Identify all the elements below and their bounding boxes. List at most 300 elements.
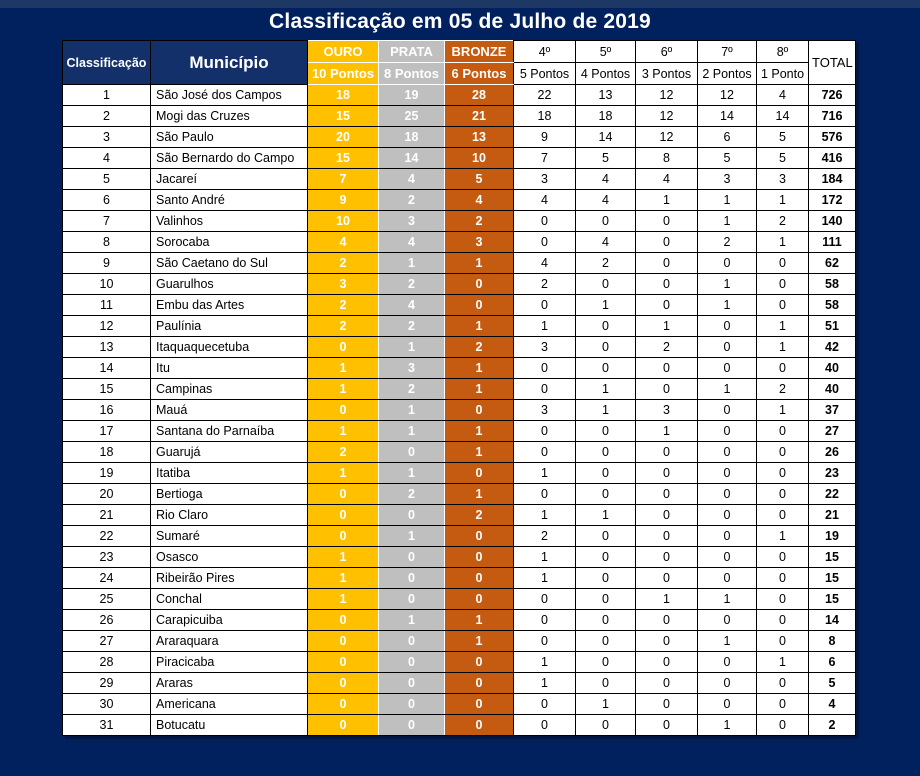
place-5-cell: 0 [576,358,636,379]
place-5-cell: 0 [576,337,636,358]
total-cell: 14 [809,610,856,631]
bronze-medal-cell: 0 [445,673,514,694]
rank-cell: 10 [63,274,151,295]
rank-cell: 18 [63,442,151,463]
rank-cell: 12 [63,316,151,337]
table-row [63,85,856,106]
place-7-cell: 3 [698,169,757,190]
place-7-cell: 0 [698,337,757,358]
place-5-cell: 5 [576,148,636,169]
rank-cell: 26 [63,610,151,631]
place-8-cell: 0 [757,463,809,484]
municipality-cell: Osasco [151,547,308,568]
place-4-cell: 4 [514,253,576,274]
total-cell: 58 [809,295,856,316]
bronze-medal-cell: 1 [445,379,514,400]
place-6-cell: 12 [636,127,698,148]
place-8-cell: 0 [757,610,809,631]
place-6-cell: 12 [636,85,698,106]
municipality-cell: Mogi das Cruzes [151,106,308,127]
bronze-medal-cell: 10 [445,148,514,169]
place-6-cell: 0 [636,211,698,232]
table-row [63,190,856,211]
place-8-cell: 5 [757,148,809,169]
place-7-cell: 0 [698,484,757,505]
total-cell: 172 [809,190,856,211]
column-header-bronze: BRONZE [445,41,514,63]
points-header-place-8: 1 Ponto [757,63,809,85]
place-4-cell: 1 [514,547,576,568]
place-8-cell: 14 [757,106,809,127]
place-5-cell: 0 [576,673,636,694]
rank-cell: 30 [63,694,151,715]
silver-medal-cell: 0 [379,631,445,652]
place-5-cell: 18 [576,106,636,127]
place-8-cell: 0 [757,484,809,505]
rank-cell: 1 [63,85,151,106]
place-5-cell: 0 [576,421,636,442]
place-7-cell: 0 [698,694,757,715]
total-cell: 40 [809,379,856,400]
total-cell: 40 [809,358,856,379]
bronze-medal-cell: 2 [445,337,514,358]
place-5-cell: 0 [576,442,636,463]
place-5-cell: 14 [576,127,636,148]
rank-cell: 14 [63,358,151,379]
bronze-medal-cell: 0 [445,400,514,421]
place-5-cell: 0 [576,211,636,232]
place-6-cell: 0 [636,232,698,253]
silver-medal-cell: 1 [379,526,445,547]
rank-cell: 24 [63,568,151,589]
gold-medal-cell: 2 [308,442,379,463]
place-4-cell: 1 [514,463,576,484]
table-row [63,463,856,484]
bronze-medal-cell: 4 [445,190,514,211]
silver-medal-cell: 2 [379,484,445,505]
place-8-cell: 0 [757,274,809,295]
header-row-1 [63,41,856,63]
table-row [63,295,856,316]
table-row [63,253,856,274]
place-7-cell: 0 [698,442,757,463]
place-6-cell: 0 [636,358,698,379]
municipality-cell: São Paulo [151,127,308,148]
table-row [63,127,856,148]
bronze-medal-cell: 0 [445,715,514,736]
rank-cell: 27 [63,631,151,652]
bronze-medal-cell: 0 [445,652,514,673]
place-7-cell: 14 [698,106,757,127]
place-5-cell: 13 [576,85,636,106]
place-6-cell: 0 [636,484,698,505]
table-row [63,316,856,337]
gold-medal-cell: 15 [308,106,379,127]
silver-medal-cell: 0 [379,652,445,673]
total-cell: 19 [809,526,856,547]
place-8-cell: 1 [757,316,809,337]
gold-medal-cell: 2 [308,295,379,316]
silver-medal-cell: 1 [379,463,445,484]
place-5-cell: 0 [576,589,636,610]
place-4-cell: 0 [514,631,576,652]
place-7-cell: 1 [698,211,757,232]
bronze-medal-cell: 13 [445,127,514,148]
place-7-cell: 5 [698,148,757,169]
place-6-cell: 12 [636,106,698,127]
place-4-cell: 22 [514,85,576,106]
place-4-cell: 3 [514,400,576,421]
place-4-cell: 2 [514,274,576,295]
place-6-cell: 0 [636,379,698,400]
place-4-cell: 9 [514,127,576,148]
table-row [63,211,856,232]
place-8-cell: 2 [757,379,809,400]
place-8-cell: 4 [757,85,809,106]
rank-cell: 13 [63,337,151,358]
bronze-medal-cell: 28 [445,85,514,106]
place-4-cell: 0 [514,589,576,610]
place-4-cell: 0 [514,211,576,232]
bronze-medal-cell: 0 [445,274,514,295]
place-6-cell: 0 [636,694,698,715]
bronze-medal-cell: 1 [445,442,514,463]
silver-medal-cell: 2 [379,274,445,295]
total-cell: 576 [809,127,856,148]
silver-medal-cell: 2 [379,316,445,337]
points-header-place-5: 4 Pontos [576,63,636,85]
bronze-medal-cell: 1 [445,484,514,505]
municipality-cell: Conchal [151,589,308,610]
table-row [63,337,856,358]
silver-medal-cell: 3 [379,358,445,379]
points-header-place-4: 5 Pontos [514,63,576,85]
table-row [63,421,856,442]
place-7-cell: 1 [698,715,757,736]
bronze-medal-cell: 5 [445,169,514,190]
place-4-cell: 1 [514,505,576,526]
total-cell: 140 [809,211,856,232]
total-cell: 26 [809,442,856,463]
gold-medal-cell: 15 [308,148,379,169]
municipality-cell: São José dos Campos [151,85,308,106]
column-header-place-6: 6º [636,41,698,63]
column-header-place-5: 5º [576,41,636,63]
column-header-place-8: 8º [757,41,809,63]
gold-medal-cell: 1 [308,589,379,610]
place-8-cell: 1 [757,400,809,421]
place-6-cell: 1 [636,190,698,211]
gold-medal-cell: 1 [308,463,379,484]
place-6-cell: 0 [636,610,698,631]
municipality-cell: Araras [151,673,308,694]
column-header-rank: Classificação [63,41,151,85]
municipality-cell: Botucatu [151,715,308,736]
place-4-cell: 2 [514,526,576,547]
place-4-cell: 1 [514,316,576,337]
total-cell: 2 [809,715,856,736]
place-8-cell: 0 [757,568,809,589]
municipality-cell: Itu [151,358,308,379]
place-6-cell: 0 [636,673,698,694]
place-8-cell: 5 [757,127,809,148]
municipality-cell: Itatiba [151,463,308,484]
place-4-cell: 0 [514,610,576,631]
municipality-cell: Guarujá [151,442,308,463]
points-header-place-7: 2 Pontos [698,63,757,85]
place-8-cell: 2 [757,211,809,232]
rank-cell: 29 [63,673,151,694]
gold-medal-cell: 0 [308,400,379,421]
bronze-medal-cell: 0 [445,589,514,610]
gold-medal-cell: 0 [308,715,379,736]
municipality-cell: Santo André [151,190,308,211]
rank-cell: 3 [63,127,151,148]
gold-medal-cell: 0 [308,694,379,715]
place-7-cell: 0 [698,463,757,484]
silver-medal-cell: 1 [379,253,445,274]
place-4-cell: 1 [514,652,576,673]
place-5-cell: 0 [576,316,636,337]
gold-medal-cell: 18 [308,85,379,106]
gold-medal-cell: 2 [308,253,379,274]
silver-medal-cell: 0 [379,442,445,463]
place-7-cell: 0 [698,610,757,631]
table-header [63,41,856,85]
column-header-total: TOTAL [809,41,856,85]
points-header-bronze: 6 Pontos [445,63,514,85]
table-row [63,652,856,673]
silver-medal-cell: 1 [379,610,445,631]
place-5-cell: 2 [576,253,636,274]
place-6-cell: 0 [636,253,698,274]
place-8-cell: 0 [757,253,809,274]
municipality-cell: Araraquara [151,631,308,652]
total-cell: 22 [809,484,856,505]
silver-medal-cell: 1 [379,421,445,442]
place-7-cell: 0 [698,421,757,442]
classification-table [62,40,856,736]
place-4-cell: 0 [514,421,576,442]
place-7-cell: 1 [698,295,757,316]
silver-medal-cell: 3 [379,211,445,232]
place-6-cell: 0 [636,526,698,547]
silver-medal-cell: 0 [379,673,445,694]
table-row [63,589,856,610]
table-row [63,400,856,421]
gold-medal-cell: 0 [308,526,379,547]
place-4-cell: 0 [514,715,576,736]
municipality-cell: Paulínia [151,316,308,337]
gold-medal-cell: 0 [308,505,379,526]
bronze-medal-cell: 0 [445,295,514,316]
points-header-gold: 10 Pontos [308,63,379,85]
municipality-cell: São Caetano do Sul [151,253,308,274]
gold-medal-cell: 1 [308,379,379,400]
municipality-cell: Campinas [151,379,308,400]
column-header-silver: PRATA [379,41,445,63]
place-7-cell: 0 [698,316,757,337]
table-row [63,547,856,568]
rank-cell: 21 [63,505,151,526]
bronze-medal-cell: 0 [445,463,514,484]
table-row [63,715,856,736]
place-4-cell: 1 [514,568,576,589]
place-8-cell: 0 [757,694,809,715]
table-row [63,631,856,652]
gold-medal-cell: 3 [308,274,379,295]
table-row [63,484,856,505]
municipality-cell: Santana do Parnaíba [151,421,308,442]
points-header-silver: 8 Pontos [379,63,445,85]
place-6-cell: 1 [636,421,698,442]
table-row [63,274,856,295]
place-7-cell: 1 [698,631,757,652]
place-4-cell: 3 [514,337,576,358]
gold-medal-cell: 0 [308,484,379,505]
gold-medal-cell: 7 [308,169,379,190]
bronze-medal-cell: 2 [445,505,514,526]
place-7-cell: 0 [698,547,757,568]
total-cell: 21 [809,505,856,526]
municipality-cell: São Bernardo do Campo [151,148,308,169]
municipality-cell: Valinhos [151,211,308,232]
place-7-cell: 1 [698,589,757,610]
place-6-cell: 0 [636,274,698,295]
bronze-medal-cell: 0 [445,526,514,547]
place-7-cell: 0 [698,358,757,379]
place-4-cell: 4 [514,190,576,211]
place-5-cell: 4 [576,190,636,211]
place-4-cell: 3 [514,169,576,190]
place-8-cell: 0 [757,505,809,526]
rank-cell: 31 [63,715,151,736]
points-header-place-6: 3 Pontos [636,63,698,85]
total-cell: 27 [809,421,856,442]
total-cell: 15 [809,568,856,589]
place-7-cell: 0 [698,505,757,526]
table-row [63,694,856,715]
total-cell: 111 [809,232,856,253]
gold-medal-cell: 20 [308,127,379,148]
municipality-cell: Itaquaquecetuba [151,337,308,358]
gold-medal-cell: 1 [308,358,379,379]
place-8-cell: 1 [757,190,809,211]
table-row [63,232,856,253]
bronze-medal-cell: 1 [445,316,514,337]
place-4-cell: 0 [514,442,576,463]
bronze-medal-cell: 1 [445,253,514,274]
silver-medal-cell: 2 [379,190,445,211]
total-cell: 42 [809,337,856,358]
gold-medal-cell: 1 [308,568,379,589]
place-6-cell: 0 [636,505,698,526]
place-5-cell: 1 [576,505,636,526]
place-6-cell: 0 [636,568,698,589]
silver-medal-cell: 0 [379,694,445,715]
bronze-medal-cell: 1 [445,631,514,652]
bronze-medal-cell: 0 [445,568,514,589]
place-7-cell: 0 [698,526,757,547]
place-5-cell: 1 [576,379,636,400]
place-7-cell: 1 [698,190,757,211]
place-7-cell: 0 [698,652,757,673]
place-7-cell: 1 [698,379,757,400]
place-7-cell: 2 [698,232,757,253]
bronze-medal-cell: 1 [445,610,514,631]
place-5-cell: 0 [576,484,636,505]
municipality-cell: Sumaré [151,526,308,547]
place-8-cell: 0 [757,442,809,463]
gold-medal-cell: 1 [308,421,379,442]
place-5-cell: 0 [576,547,636,568]
page-title: Classificação em 05 de Julho de 2019 [269,10,651,33]
place-4-cell: 0 [514,232,576,253]
gold-medal-cell: 0 [308,631,379,652]
place-7-cell: 0 [698,253,757,274]
total-cell: 15 [809,589,856,610]
total-cell: 184 [809,169,856,190]
silver-medal-cell: 0 [379,589,445,610]
table-body [63,85,856,736]
table-row [63,610,856,631]
place-5-cell: 0 [576,610,636,631]
total-cell: 15 [809,547,856,568]
place-6-cell: 0 [636,652,698,673]
silver-medal-cell: 18 [379,127,445,148]
total-cell: 5 [809,673,856,694]
total-cell: 51 [809,316,856,337]
municipality-cell: Carapicuiba [151,610,308,631]
place-8-cell: 0 [757,358,809,379]
rank-cell: 6 [63,190,151,211]
place-7-cell: 0 [698,400,757,421]
place-8-cell: 0 [757,547,809,568]
gold-medal-cell: 4 [308,232,379,253]
place-8-cell: 0 [757,295,809,316]
place-6-cell: 1 [636,316,698,337]
total-cell: 726 [809,85,856,106]
table-row [63,106,856,127]
place-7-cell: 12 [698,85,757,106]
silver-medal-cell: 4 [379,169,445,190]
table-row [63,568,856,589]
table-row [63,169,856,190]
gold-medal-cell: 10 [308,211,379,232]
silver-medal-cell: 25 [379,106,445,127]
place-8-cell: 0 [757,673,809,694]
place-7-cell: 6 [698,127,757,148]
rank-cell: 19 [63,463,151,484]
rank-cell: 16 [63,400,151,421]
place-5-cell: 4 [576,169,636,190]
silver-medal-cell: 4 [379,295,445,316]
municipality-cell: Embu das Artes [151,295,308,316]
bronze-medal-cell: 0 [445,547,514,568]
silver-medal-cell: 0 [379,715,445,736]
gold-medal-cell: 9 [308,190,379,211]
place-8-cell: 0 [757,631,809,652]
place-4-cell: 0 [514,358,576,379]
municipality-cell: Americana [151,694,308,715]
total-cell: 23 [809,463,856,484]
bronze-medal-cell: 3 [445,232,514,253]
rank-cell: 9 [63,253,151,274]
place-8-cell: 0 [757,715,809,736]
place-5-cell: 0 [576,526,636,547]
gold-medal-cell: 0 [308,652,379,673]
table-row [63,379,856,400]
